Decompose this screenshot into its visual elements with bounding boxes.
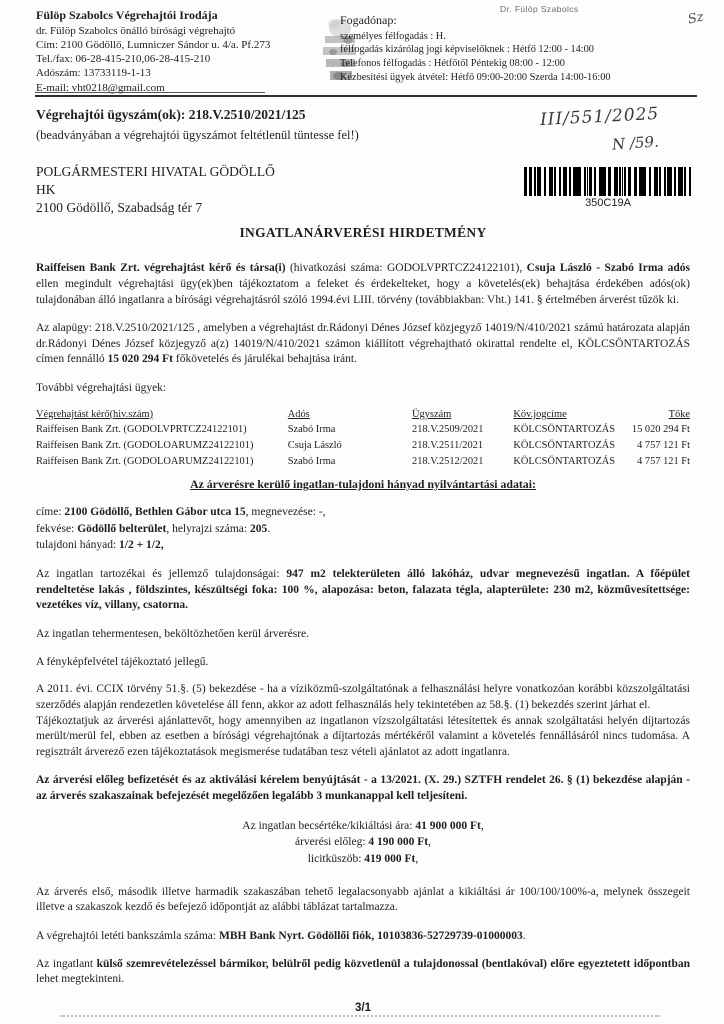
stamped-doctor-name: Dr. Fülöp Szabolcs bbox=[500, 4, 579, 14]
cell-claim-title: KÖLCSÖNTARTOZÁS bbox=[513, 455, 616, 467]
creditor-name: Raiffeisen Bank Zrt. végrehajtást kérő és társa(i) bbox=[36, 262, 286, 275]
property-location: Gödöllő belterület bbox=[77, 522, 167, 535]
intro-text: (hivatkozási száma: GODOLVPRTCZ24122101), bbox=[285, 262, 527, 275]
reception-line: félfogadás kizárólag jogi képviselőknek : Hétfő 12:00 - 14:00 bbox=[340, 44, 594, 56]
estimate-value: 41 900 000 Ft bbox=[415, 819, 481, 832]
bailiff-name: dr. Fülöp Szabolcs önálló bírósági végrehajtó bbox=[36, 24, 236, 37]
col-header-principal: Tőke bbox=[668, 408, 690, 420]
barcode-block bbox=[524, 167, 692, 211]
punctuation: , bbox=[480, 819, 484, 832]
water-service-info-paragraph: Tájékoztatjuk az árverési ajánlattevőt, hogy amennyiben az ingatlanon vízszolgáltatási létesítettek és annak szolgáltatási helyén díjtartozás merült/merül fel, ebben az esetben a bírósági végrehajtónak a díjtartozás mértékéről valamint a követelés fennállásáról nincs tudomása. A regisztrált árverező ezen tájékoztatások megismerése tudatában tesz vételi ajánlatot az adott ingatlanra. bbox=[36, 714, 690, 758]
intro-paragraph bbox=[36, 261, 690, 308]
bid-threshold-line bbox=[36, 851, 690, 868]
cell-principal: 4 757 121 Ft bbox=[637, 455, 690, 467]
table-row bbox=[36, 438, 690, 454]
document-title: INGATLANÁRVERÉSI HIRDETMÉNY bbox=[239, 225, 487, 240]
auction-stages-paragraph: Az árverés első, második illetve harmadik szakaszában tehető legalacsonyabb ajánlat a kikiáltási ár 100/100/100%-a, melynek összegeit illetve a szakaszok kezdő és befejező időpontját az alábbi táblázat tartalmazza. bbox=[36, 885, 690, 914]
punctuation: , bbox=[415, 853, 419, 866]
barcode-label: 350C19A bbox=[585, 197, 631, 209]
photo-disclaimer-line: A fényképfelvétel tájékoztató jellegű. bbox=[36, 655, 209, 668]
cell-creditor: Raiffeisen Bank Zrt. (GODOLOARUMZ24122101) bbox=[36, 455, 254, 467]
cell-claim-title: KÖLCSÖNTARTOZÁS bbox=[513, 439, 616, 451]
ccix-law-paragraph: A 2011. évi. CCIX törvény 51.§. (5) bekezdése - ha a víziközmű-szolgáltatónak a felhasználási helyre vonatkozóan korábbi közszolgáltatási szerződés alapján rendezetlen követelése áll fenn, akkor az adott felhasználás hely tekintetében az 58.§. (1) bekezdés szerint járhat el. bbox=[36, 683, 690, 711]
threshold-label: licitküszöb: bbox=[307, 853, 365, 866]
ownership-share-line bbox=[36, 537, 690, 553]
intro-text: ellen megindult végrehajtási ügy(ek)ben tájékoztatom a feleket és érdekelteket, hogy a követelés(ek) behajtása érdekében adós(ok) tulajdonában álló ingatlanra a bírósági végrehajtásról szóló 1994.évi LIII. törvény (továbbiakban: Vht.) 141. § értelmében árverést tűzök ki. bbox=[36, 277, 690, 306]
viewing-text: Az ingatlant bbox=[36, 957, 97, 970]
cell-creditor: Raiffeisen Bank Zrt. (GODOLOARUMZ24122101) bbox=[36, 439, 254, 451]
footer-scan-artifact-line bbox=[60, 1015, 660, 1017]
base-case-paragraph bbox=[36, 321, 690, 368]
reception-line: Kézbesítési ügyek átvétel: Hétfő 09:00-20:00 Szerda 14:00-16:00 bbox=[340, 71, 611, 83]
viewing-paragraph bbox=[36, 957, 690, 988]
handwritten-case-ref: III/551/2025 bbox=[539, 103, 660, 131]
property-features-paragraph bbox=[36, 567, 690, 614]
col-header-case-number: Ügyszám bbox=[412, 408, 452, 420]
handwritten-ref-number: N /59. bbox=[611, 132, 660, 154]
parcel-number: 205 bbox=[249, 522, 268, 535]
property-address: 2100 Gödöllő, Bethlen Gábor utca 15 bbox=[64, 506, 246, 519]
threshold-value: 419 000 Ft bbox=[364, 853, 416, 866]
property-data-block bbox=[36, 504, 690, 553]
label-text: fekvése: bbox=[36, 522, 78, 535]
property-address-line bbox=[36, 504, 690, 520]
header-divider bbox=[35, 95, 697, 97]
recipient-address-block bbox=[36, 163, 275, 217]
col-header-claim-title: Köv.jogcíme bbox=[513, 408, 567, 420]
bank-label: A végrehajtói letéti bankszámla száma: bbox=[36, 929, 219, 942]
deposit-value: 4 190 000 Ft bbox=[368, 836, 429, 849]
cell-principal: 15 020 294 Ft bbox=[631, 424, 690, 436]
base-case-text: Az alapügy: 218.V.2510/2021/125 , amelyben a végrehajtást dr.Rádonyi Dénes József közjegyző 14019/N/410/2021 számú határozata alapján dr.Rádonyi Dénes József közjegyző a(z) 14019/N/410/2021 számon kiállított végrehajtható okirattal rendelte el, KÖLCSÖNTARTOZÁS címen fennálló bbox=[36, 322, 690, 366]
property-location-line bbox=[36, 521, 690, 537]
cell-claim-title: KÖLCSÖNTARTOZÁS bbox=[513, 424, 616, 436]
office-tax-id: Adószám: 13733119-1-13 bbox=[36, 67, 151, 80]
features-description: 947 m2 telekterületen álló lakóház, udvar megnevezésű ingatlan. A főépület rendeltetése lakás , földszintes, készültségi foka: 100 %, alapozása: beton, falazata tégla, alapterülete: 230 m2, közművesítettsége: vezetékes víz, villany, csatorna. bbox=[36, 568, 690, 612]
reception-line: Telefonos félfogadás : Hétfőtől Péntekig 08:00 - 12:00 bbox=[340, 57, 565, 69]
label-text: , helyrajzi száma: bbox=[166, 522, 250, 535]
recipient-name: POLGÁRMESTERI HIVATAL GÖDÖLLŐ bbox=[36, 164, 275, 179]
col-header-creditor: Végrehajtást kérő(hiv.szám) bbox=[36, 408, 154, 420]
viewing-conditions: külső szemrevételezéssel bármikor, belülről pedig közvetlenül a tulajdonossal (bentlakóval) előre egyeztetett időpontban bbox=[96, 957, 690, 970]
barcode-image bbox=[524, 167, 692, 196]
table-row bbox=[36, 454, 690, 470]
office-phone: Tel./fax: 06-28-415-210,06-28-415-210 bbox=[36, 53, 211, 66]
debtor-names: Csuja László - Szabó Irma adós bbox=[526, 262, 690, 275]
cell-case-number: 218.V.2509/2021 bbox=[412, 424, 484, 436]
features-label: Az ingatlan tartozékai és jellemző tulajdonságai: bbox=[36, 568, 287, 581]
base-case-text: főkövetelés és járulékai behajtása iránt. bbox=[173, 353, 357, 366]
reception-hours-block bbox=[340, 13, 710, 84]
recipient-code: HK bbox=[36, 181, 56, 197]
estimate-price-line bbox=[36, 818, 690, 835]
label-text: címe: bbox=[36, 506, 65, 519]
label-text: . bbox=[267, 522, 271, 535]
case-note: (beadványában a végrehajtói ügyszámot feltétlenül tüntesse fel!) bbox=[36, 128, 359, 143]
punctuation: . bbox=[522, 929, 526, 942]
case-number: Végrehajtói ügyszám(ok): 218.V.2510/2021/125 bbox=[36, 107, 306, 122]
cell-debtor: Szabó Irma bbox=[287, 424, 336, 436]
bank-account-number: MBH Bank Nyrt. Gödöllői fiók, 10103836-52729739-01000003 bbox=[218, 929, 523, 942]
office-name: Fülöp Szabolcs Végrehajtói Irodája bbox=[36, 8, 218, 22]
reception-title: Fogadónap: bbox=[340, 13, 397, 27]
label-text: , megnevezése: -, bbox=[245, 506, 326, 519]
deposit-line bbox=[36, 834, 690, 851]
deposit-deadline-paragraph: Az árverési előleg befizetését és az aktiválási kérelem benyújtását - a 13/2021. (X. 29.) SZTFH rendelet 26. § (1) bekezdése alapján - az árverés szakaszainak befejezését megelőzően legalább 3 munkanappal kell teljesíteni. bbox=[36, 774, 690, 803]
unencumbered-line: Az ingatlan tehermentesen, beköltözhetően kerül árverésre. bbox=[36, 628, 310, 641]
bank-account-line bbox=[36, 929, 690, 945]
recipient-address: 2100 Gödöllő, Szabadság tér 7 bbox=[36, 199, 203, 215]
deposit-label: árverési előleg: bbox=[294, 836, 369, 849]
price-block bbox=[36, 818, 690, 868]
office-email: E-mail: vht0218@gmail.com bbox=[36, 81, 165, 94]
page-number: 3/1 bbox=[355, 1001, 371, 1014]
bailiff-office-block bbox=[36, 8, 326, 95]
cell-debtor: Szabó Irma bbox=[287, 455, 336, 467]
ownership-share: 1/2 + 1/2, bbox=[119, 538, 164, 551]
punctuation: , bbox=[428, 836, 432, 849]
cell-debtor: Csuja László bbox=[287, 439, 342, 451]
cell-case-number: 218.V.2512/2021 bbox=[412, 455, 484, 467]
cell-creditor: Raiffeisen Bank Zrt. (GODOLVPRTCZ24122101) bbox=[36, 424, 247, 436]
document-body bbox=[36, 224, 690, 1016]
principal-amount: 15 020 294 Ft bbox=[107, 353, 174, 366]
property-data-heading: Az árverésre kerülő ingatlan-tulajdoni hányad nyilvántartási adatai: bbox=[190, 477, 536, 492]
table-header-row bbox=[36, 407, 690, 423]
execution-cases-table bbox=[36, 407, 690, 469]
case-number-block bbox=[36, 106, 516, 144]
col-header-debtor: Adós bbox=[287, 408, 310, 420]
estimate-label: Az ingatlan becsértéke/kikiáltási ára: bbox=[242, 819, 416, 832]
label-text: tulajdoni hányad: bbox=[36, 538, 120, 551]
office-address: Cím: 2100 Gödöllő, Lumniczer Sándor u. 4/a. Pf.273 bbox=[36, 38, 271, 51]
cell-principal: 4 757 121 Ft bbox=[637, 439, 690, 451]
further-cases-label: További végrehajtási ügyek: bbox=[36, 382, 167, 395]
table-row bbox=[36, 422, 690, 438]
viewing-text: lehet megtekinteni. bbox=[36, 973, 125, 986]
handwritten-initial: Sz bbox=[686, 9, 706, 28]
cell-case-number: 218.V.2511/2021 bbox=[412, 439, 484, 451]
reception-line: személyes félfogadás : H. bbox=[340, 30, 446, 42]
